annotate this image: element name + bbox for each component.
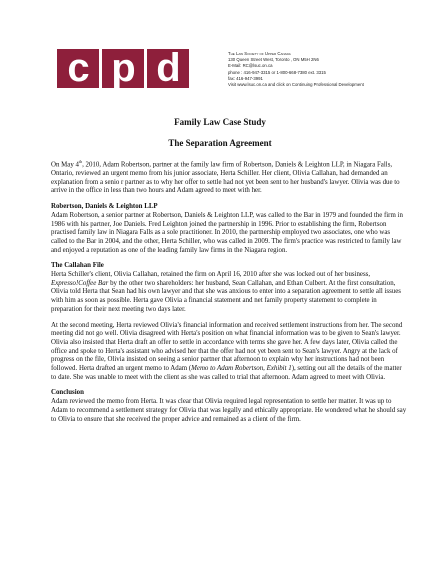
document-body xyxy=(51,158,407,431)
intro-paragraph xyxy=(51,158,407,196)
org-email: E-Mail: RC@lsuc.on.ca xyxy=(228,63,273,69)
org-name: The Law Society of Upper Canada xyxy=(228,51,291,56)
callahan-p1-italic: Expresso!Coffee Bar xyxy=(51,279,109,287)
org-fax: fax: 416-947-3991 xyxy=(228,75,263,81)
callahan-heading: The Callahan File xyxy=(51,262,104,270)
callahan-p2-a: At the second meeting, Herta reviewed Olivia's financial information and received settlement instructions from her. The second meeting did not go well. Olivia disagreed with Herta's position on what financial information was to be given to Sean's lawyer. Olivia also insisted that Herta draft an offer to settle in accordance with terms she gave her. A few days later, Olivia called the office and spoke to Herta's assistant who advised her that the offer had not yet been sent to Sean's lawyer. Angry at the lack of progress on the file, Olivia insisted on seeing a senior partner that afternoon to explain why her instructions had not been followed. Herta drafted an urgent memo to Adam ( xyxy=(51,321,403,373)
conclusion-heading: Conclusion xyxy=(51,389,84,397)
intro-pre: On May 4 xyxy=(51,161,79,169)
callahan-paragraph-2 xyxy=(51,322,407,383)
firm-heading: Robertson, Daniels & Leighton LLP xyxy=(51,203,158,211)
callahan-p2-b: ), setting out all the details of the matter to date. She was unable to meet with the client as she was called to trial that afternoon. Adam agreed to meet with Olivia. xyxy=(51,365,402,381)
page-subtitle: The Separation Agreement xyxy=(168,138,272,148)
logo-letter-d: d xyxy=(147,49,189,88)
logo-letter-c: c xyxy=(57,49,99,88)
org-phone: phone : 416-947-3315 or 1-800-668-7380 ext. 3315 xyxy=(228,69,326,75)
page-title: Family Law Case Study xyxy=(174,117,266,127)
callahan-paragraph-1 xyxy=(51,271,407,315)
org-contact-block xyxy=(228,51,364,88)
conclusion-paragraph: Adam reviewed the memo from Herta. It was clear that Olivia required legal representation to settle her matter. It was up to Adam to recommend a settlement strategy for Olivia that was legally and ethically appropriate. He wondered what he should say to Olivia to ensure that she received the proper advice and remained as a client of the firm. xyxy=(51,398,407,423)
callahan-p1-b: by the other two shareholders: her husband, Sean Callahan, and Ethan Culbert. At the first consultation, Olivia told Herta that Sean had his own lawyer and that she was anxious to enter into a separation agreement to settle all issues with him as soon as possible. Herta gave Olivia a financial statement and net family property statement to complete in preparation for their next meeting two days later. xyxy=(51,279,401,313)
intro-sup: th xyxy=(78,159,83,164)
intro-post: , 2010, Adam Robertson, partner at the family law firm of Robertson, Daniels & Leighton LLP, in Niagara Falls, Ontario, reviewed an urgent memo from his junior associate, Herta Schiller. Her client, Olivia Callahan, had demanded an explanation from a senio r partner as to why her offer to settle had not yet been sent to her husband's lawyer. Olivia was due to arrive in the office in less than two hours and Adam agreed to meet with her. xyxy=(51,161,400,195)
callahan-p1-a: Herta Schiller's client, Olivia Callahan, retained the firm on April 16, 2010 after she was locked out of her business, xyxy=(51,271,371,279)
callahan-p2-italic: Memo to Adam Robertson, Exhibit 1 xyxy=(191,365,292,373)
logo-letter-p: p xyxy=(102,49,144,88)
org-visit: Visit www.lsuc.on.ca and click on Continuing Professional Development xyxy=(228,82,364,88)
org-address: 130 Queen Street West, Toronto , ON M5H 2N6 xyxy=(228,57,319,63)
cpd-logo xyxy=(57,46,192,90)
firm-paragraph: Adam Robertson, a senior partner at Robertson, Daniels & Leighton LLP, was called to the Bar in 1979 and founded the firm in 1986 with his partner, Joe Daniels. Fred Leighton joined the partnership in 1996. Prior to establishing the firm, Robertson practised family law in Niagara Falls as a sole practitioner. In 2010, the partnership employed two associates, one who was called to the Bar in 2004, and the other, Herta Schiller, who was called in 2009. The firm's practice was restricted to family law and enjoyed a reputation as one of the leading family law firms in the Niagara region. xyxy=(51,211,403,254)
